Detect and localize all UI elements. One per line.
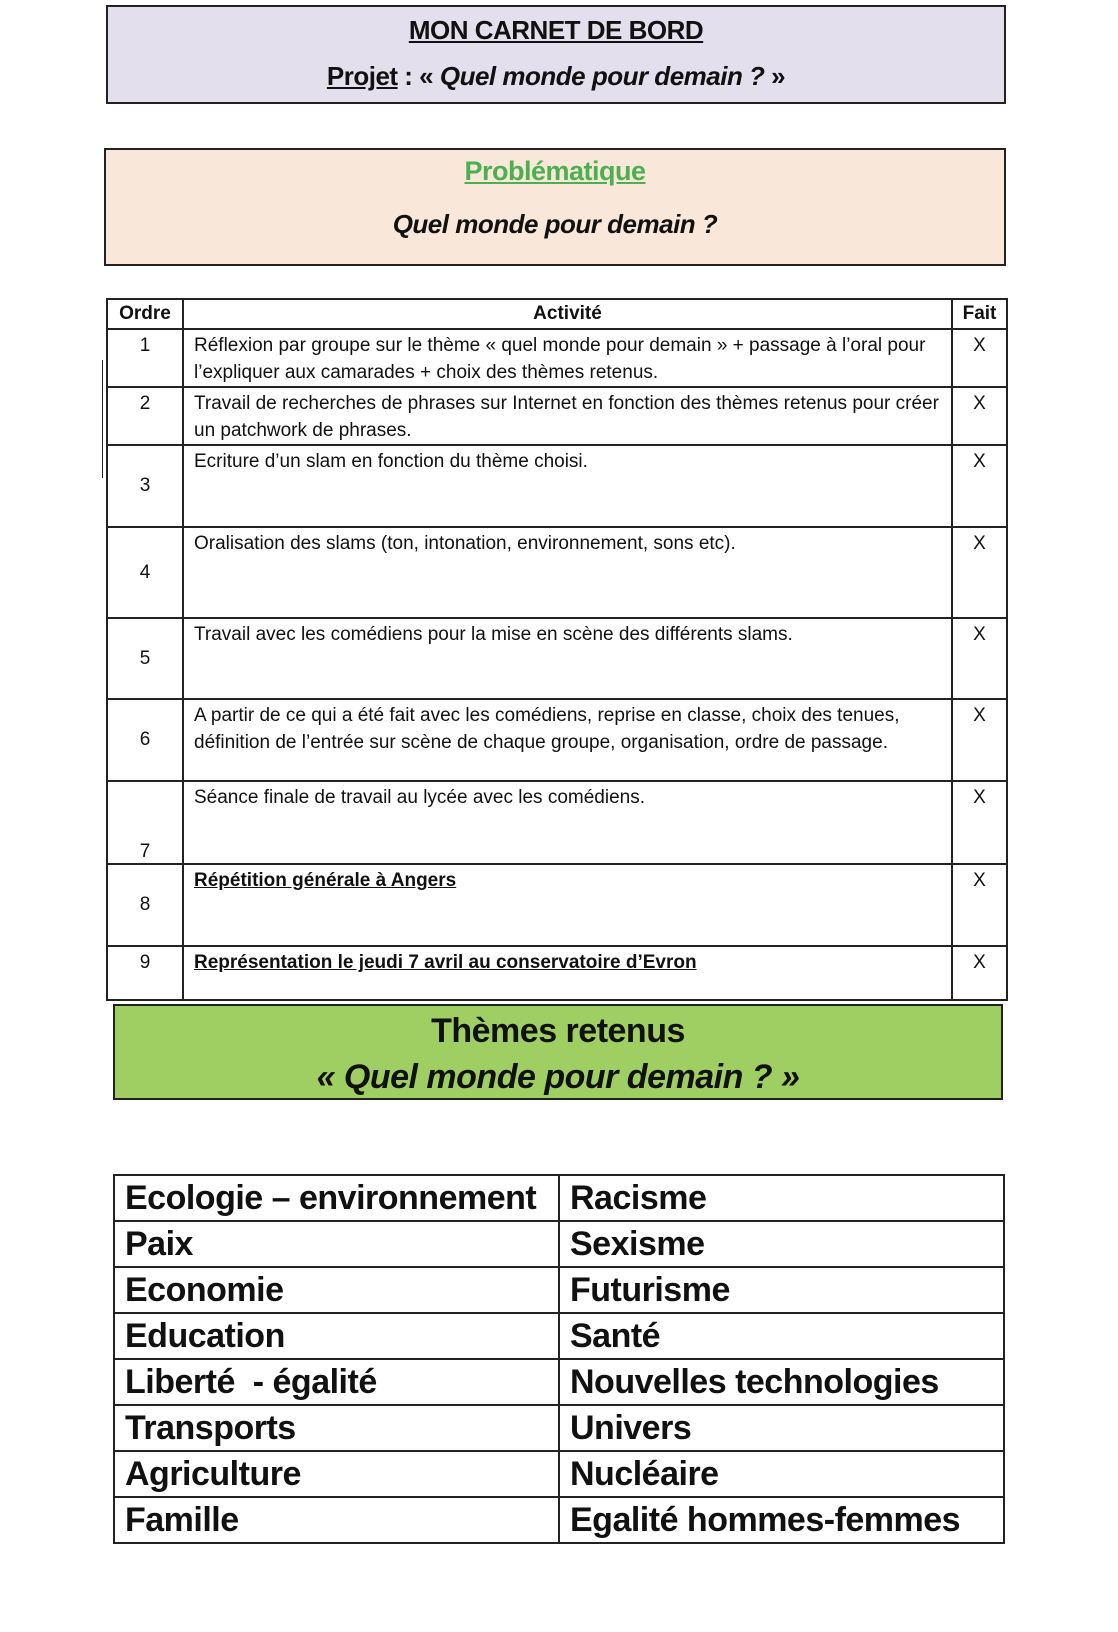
done-cell: X xyxy=(952,445,1007,527)
activity-cell: Représentation le jeudi 7 avril au conservatoire d’Evron xyxy=(183,946,952,1000)
activity-cell: Travail avec les comédiens pour la mise en scène des différents slams. xyxy=(183,618,952,699)
theme-cell: Economie xyxy=(114,1267,559,1313)
themes-banner xyxy=(113,1004,1003,1100)
themes-table xyxy=(113,1174,1005,1544)
order-cell: 4 xyxy=(107,527,183,618)
order-cell: 7 xyxy=(107,781,183,864)
table-header-row xyxy=(107,299,1007,329)
activity-cell: Oralisation des slams (ton, intonation, environnement, sons etc). xyxy=(183,527,952,618)
table-row xyxy=(114,1359,1004,1405)
done-cell: X xyxy=(952,781,1007,864)
done-cell: X xyxy=(952,864,1007,946)
column-header-activity: Activité xyxy=(183,299,952,329)
table-row xyxy=(107,618,1007,699)
column-header-done: Fait xyxy=(952,299,1007,329)
table-row xyxy=(107,781,1007,864)
problematique-heading: Problématique xyxy=(464,156,646,186)
activity-cell: Travail de recherches de phrases sur Internet en fonction des thèmes retenus pour créer un patchwork de phrases. xyxy=(183,387,952,445)
theme-cell: Egalité hommes-femmes xyxy=(559,1497,1004,1543)
theme-cell: Nucléaire xyxy=(559,1451,1004,1497)
done-cell: X xyxy=(952,618,1007,699)
table-row xyxy=(114,1497,1004,1543)
document-title: MON CARNET DE BORD xyxy=(408,15,704,45)
themes-title: Thèmes retenus xyxy=(431,1012,685,1050)
activity-cell: Répétition générale à Angers xyxy=(183,864,952,946)
table-row xyxy=(107,946,1007,1000)
project-line xyxy=(108,61,1004,92)
table-row xyxy=(107,387,1007,445)
table-row xyxy=(114,1267,1004,1313)
theme-cell: Sexisme xyxy=(559,1221,1004,1267)
project-close: » xyxy=(764,61,786,91)
order-cell: 3 xyxy=(107,445,183,527)
table-row xyxy=(107,864,1007,946)
theme-cell: Liberté - égalité xyxy=(114,1359,559,1405)
done-cell: X xyxy=(952,527,1007,618)
order-cell: 6 xyxy=(107,699,183,781)
done-cell: X xyxy=(952,946,1007,1000)
problematique-box xyxy=(104,148,1006,266)
table-row xyxy=(107,445,1007,527)
table-row xyxy=(114,1175,1004,1221)
themes-subtitle: « Quel monde pour demain ? » xyxy=(316,1058,800,1096)
theme-cell: Paix xyxy=(114,1221,559,1267)
theme-cell: Agriculture xyxy=(114,1451,559,1497)
table-row xyxy=(107,699,1007,781)
activity-cell: Séance finale de travail au lycée avec les comédiens. xyxy=(183,781,952,864)
activity-cell: Réflexion par groupe sur le thème « quel monde pour demain » + passage à l’oral pour l’expliquer aux camarades + choix des thèmes retenus. xyxy=(183,329,952,387)
table-row xyxy=(107,329,1007,387)
done-cell: X xyxy=(952,387,1007,445)
project-separator: : « xyxy=(397,61,440,91)
theme-cell: Transports xyxy=(114,1405,559,1451)
project-name: Quel monde pour demain ? xyxy=(439,61,765,91)
theme-cell: Univers xyxy=(559,1405,1004,1451)
header-box xyxy=(106,5,1006,104)
theme-cell: Futurisme xyxy=(559,1267,1004,1313)
theme-cell: Ecologie – environnement xyxy=(114,1175,559,1221)
problematique-question: Quel monde pour demain ? xyxy=(392,209,718,239)
done-cell: X xyxy=(952,329,1007,387)
activities-table xyxy=(106,298,1008,1001)
table-row xyxy=(114,1451,1004,1497)
activity-cell: Ecriture d’un slam en fonction du thème choisi. xyxy=(183,445,952,527)
table-row xyxy=(114,1313,1004,1359)
done-cell: X xyxy=(952,699,1007,781)
order-cell: 1 xyxy=(107,329,183,387)
theme-cell: Education xyxy=(114,1313,559,1359)
activity-cell: A partir de ce qui a été fait avec les comédiens, reprise en classe, choix des tenues, définition de l’entrée sur scène de chaque groupe, organisation, ordre de passage. xyxy=(183,699,952,781)
theme-cell: Racisme xyxy=(559,1175,1004,1221)
margin-line xyxy=(102,360,103,478)
column-header-order: Ordre xyxy=(107,299,183,329)
order-cell: 5 xyxy=(107,618,183,699)
project-label: Projet xyxy=(326,61,398,91)
order-cell: 9 xyxy=(107,946,183,1000)
theme-cell: Famille xyxy=(114,1497,559,1543)
theme-cell: Santé xyxy=(559,1313,1004,1359)
table-row xyxy=(114,1221,1004,1267)
order-cell: 2 xyxy=(107,387,183,445)
order-cell: 8 xyxy=(107,864,183,946)
theme-cell: Nouvelles technologies xyxy=(559,1359,1004,1405)
table-row xyxy=(114,1405,1004,1451)
table-row xyxy=(107,527,1007,618)
